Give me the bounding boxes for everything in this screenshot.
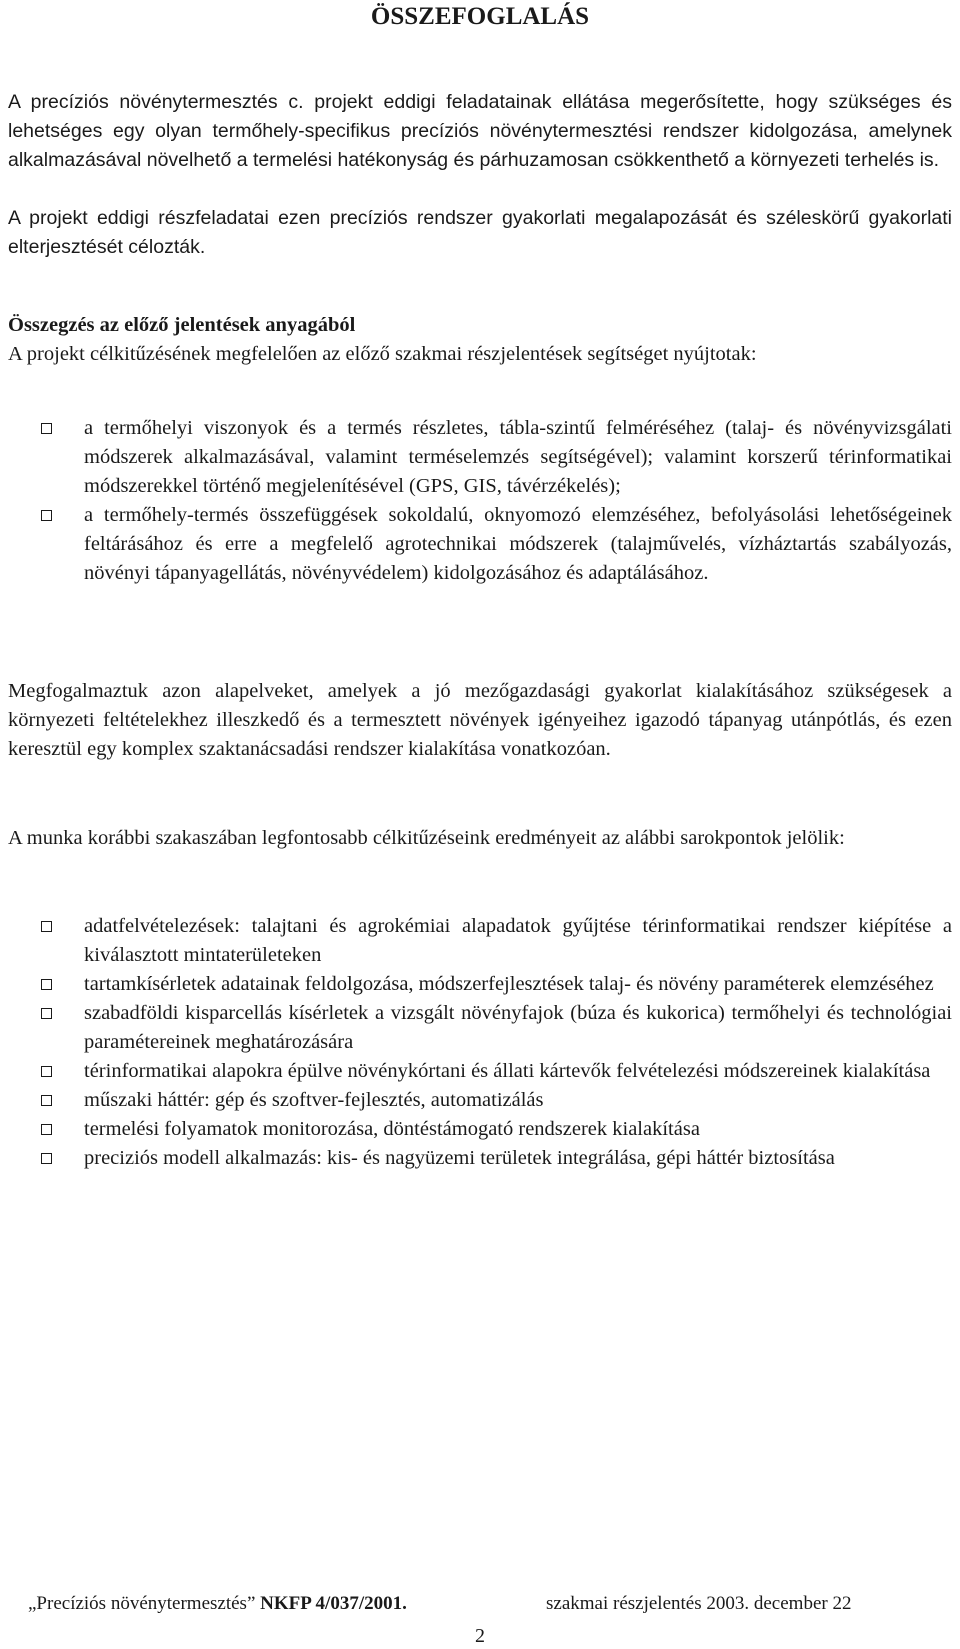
footer-project-code: NKFP 4/037/2001. [260,1593,407,1614]
checkbox-bullet-icon [41,979,52,990]
intro-paragraph-1: A precíziós növénytermesztés c. projekt eddigi feladatainak ellátása megerősítette, hogy szükséges és lehetséges egy olyan termőhely-specifikus precíziós növénytermesztési rendszer kidolgozása, amelynek alkalmazásával növelhető a termelési hatékonyság és párhuzamosan csökkenthető a környezeti terhelés is. [8,91,952,171]
list-item [0,1115,952,1144]
principles-paragraph: Megfogalmaztuk azon alapelveket, amelyek a jó mezőgazdasági gyakorlat kialakításához szükségesek a környezeti feltételekhez illeszkedő és a termesztett növények igényeihez igazodó tápanyag utánpótlás, és ezen keresztül egy komplex szaktanácsadási rendszer kialakítása vonatkozóan. [8,680,952,760]
checkbox-bullet-icon [41,1153,52,1164]
checkbox-bullet-icon [41,423,52,434]
checkbox-bullet-icon [41,510,52,521]
checkbox-bullet-icon [41,1066,52,1077]
list-item-text: termelési folyamatok monitorozása, döntéstámogató rendszerek kialakítása [84,1118,700,1140]
list-item [0,999,952,1057]
list-item-text: térinformatikai alapokra épülve növénykórtani és állati kártevők felvételezési módszereinek kialakítása [84,1060,931,1082]
list-item [0,1144,952,1173]
footer-project [28,1593,407,1615]
footer-report-date: szakmai részjelentés 2003. december 22 [546,1593,852,1614]
list-item-text: tartamkísérletek adatainak feldolgozása, módszerfejlesztések talaj- és növény paraméterek elemzéséhez [84,973,934,995]
section-lead-paragraph: A projekt célkitűzésének megfelelően az előző szakmai részjelentések segítséget nyújtotak: [8,343,757,365]
intro-paragraph-2: A projekt eddigi részfeladatai ezen precíziós rendszer gyakorlati megalapozását és széleskörű gyakorlati elterjesztését célozták. [8,207,952,258]
results-bullet-list [0,912,952,1173]
list-item-text: a termőhely-termés összefüggések sokoldalú, oknyomozó elemzéséhez, befolyásolási lehetőségeinek feltárásához és erre a megfelelő agrotechnikai módszerek (talajművelés, vízháztartás szabályozás, növényi tápanyagellátás, növényvédelem) kidolgozásához és adaptálásához. [84,504,952,584]
section-heading: Összegzés az előző jelentések anyagából [8,314,356,336]
list-item-text: adatfelvételezések: talajtani és agrokémiai alapadatok gyűjtése térinformatikai rendszer kiépítése a kiválasztott mintaterületeken [84,915,952,966]
list-item-text: szabadföldi kisparcellás kísérletek a vizsgált növényfajok (búza és kukorica) termőhelyi és technológiai paramétereinek meghatározására [84,1002,952,1053]
checkbox-bullet-icon [41,1095,52,1106]
support-bullet-list [0,414,952,588]
list-item [0,414,952,501]
checkbox-bullet-icon [41,1008,52,1019]
page-title: ÖSSZEFOGLALÁS [370,3,590,30]
list-item [0,1086,952,1115]
footer-project-name: „Precíziós növénytermesztés” [28,1593,256,1614]
list-item [0,970,952,999]
list-item [0,912,952,970]
page-number: 2 [475,1625,485,1647]
list-item [0,1057,952,1086]
list-item-text: preciziós modell alkalmazás: kis- és nagyüzemi területek integrálása, gépi háttér biztosítása [84,1147,835,1169]
list-item [0,501,952,588]
checkbox-bullet-icon [41,1124,52,1135]
list-item-text: a termőhelyi viszonyok és a termés részletes, tábla-szintű felméréséhez (talaj- és növényvizsgálati módszerek alkalmazásával, valamint terméselemzés segítségével); valamint korszerű térinformatikai módszerekkel történő megjelenítésével (GPS, GIS, távérzékelés); [84,417,952,497]
checkbox-bullet-icon [41,921,52,932]
results-lead-paragraph: A munka korábbi szakaszában legfontosabb célkitűzéseink eredményeit az alábbi sarokpontok jelölik: [8,827,845,849]
list-item-text: műszaki háttér: gép és szoftver-fejlesztés, automatizálás [84,1089,544,1111]
